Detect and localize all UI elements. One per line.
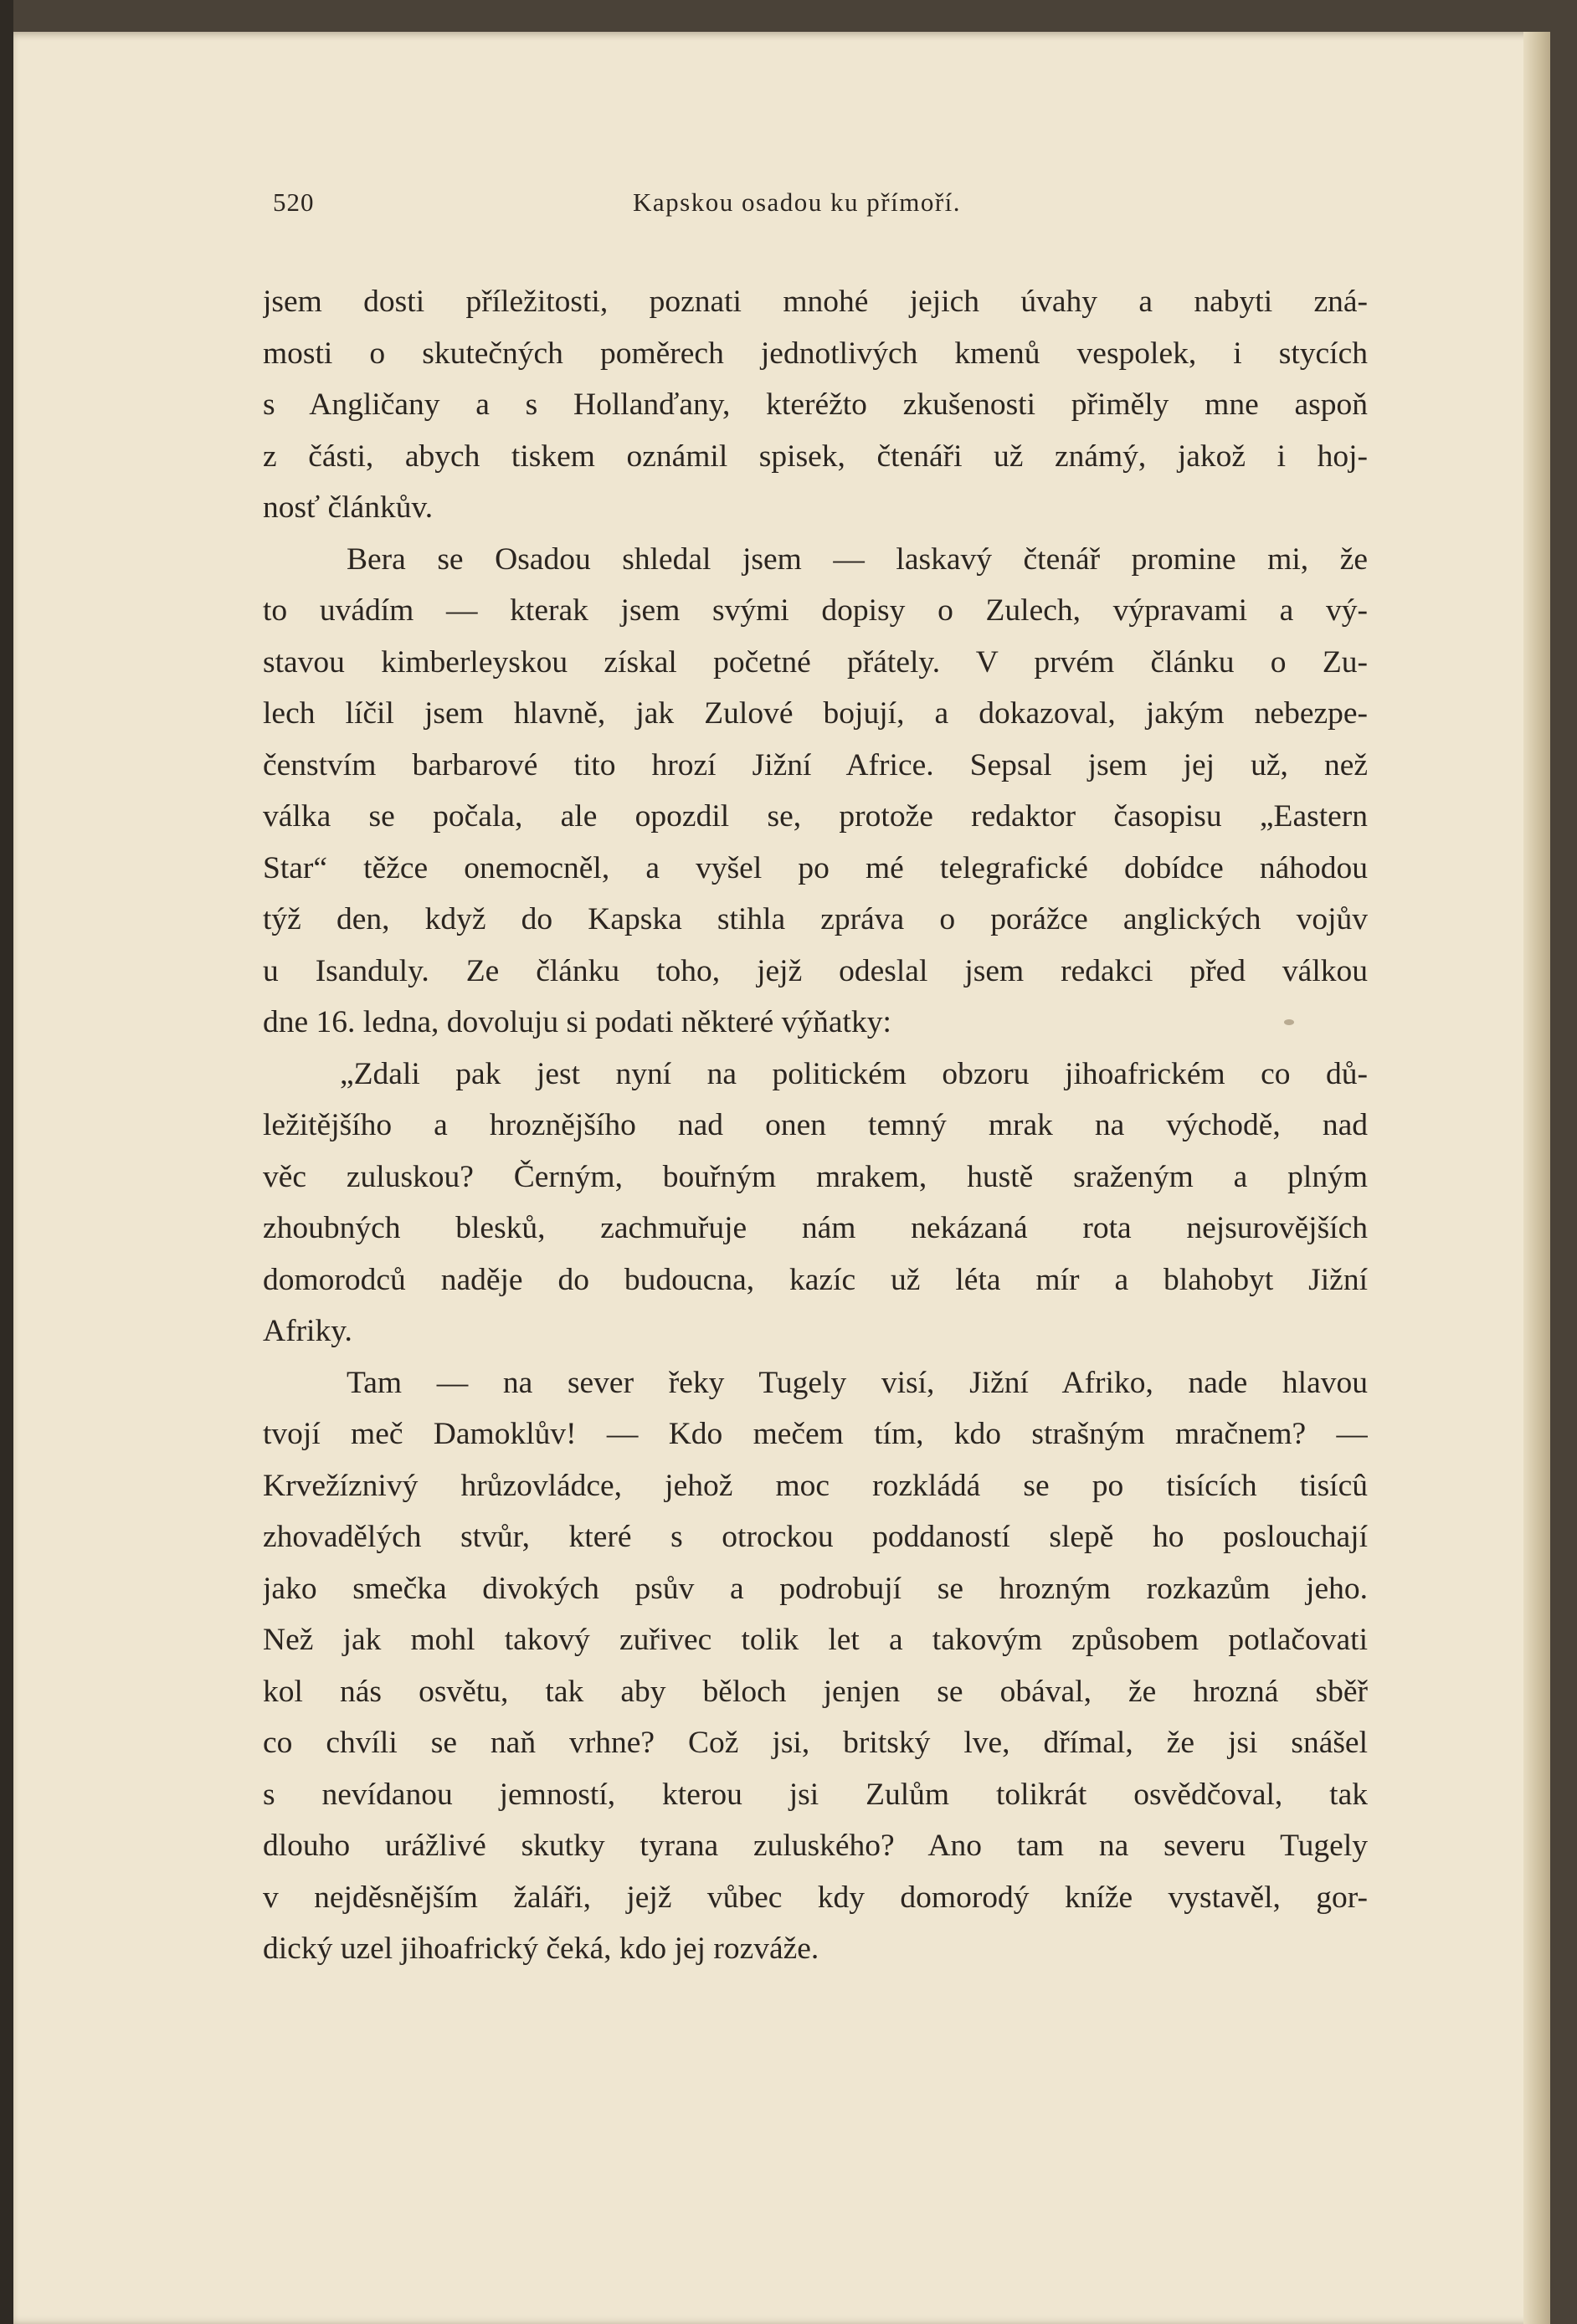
text-line: mosti o skutečných poměrech jednotlivých kmenů vespolek, i stycích [263, 336, 1368, 371]
body-text [263, 276, 1368, 1975]
page-edge-shadow [1523, 32, 1550, 2324]
text-line: válka se počala, ale opozdil se, protože redaktor časopisu „Eastern [263, 799, 1368, 834]
text-line: domorodců naděje do budoucna, kazíc už léta mír a blahobyt Jižní [263, 1262, 1368, 1297]
text-line: zhoubných blesků, zachmuřuje nám nekázaná rota nejsurovějších [263, 1211, 1368, 1245]
running-title: Kapskou osadou ku přímoří. [633, 187, 962, 217]
text-line: z části, abych tiskem oznámil spisek, čtenáři už známý, jakož i hoj- [263, 439, 1368, 474]
text-line: Krvežíznivý hrůzovládce, jehož moc rozkládá se po tisících tisícû [263, 1468, 1368, 1503]
text-line: Než jak mohl takový zuřivec tolik let a takovým způsobem potlačovati [263, 1623, 1368, 1657]
text-line: věc zuluskou? Černým, bouřným mrakem, hustě sraženým a plným [263, 1159, 1368, 1194]
paragraph-start-line: Tam — na sever řeky Tugely visí, Jižní Afriko, nade hlavou [347, 1365, 1368, 1400]
text-line: dne 16. ledna, dovoluju si podati některé výňatky: [263, 1005, 891, 1039]
text-line: ležitějšího a hroznějšího nad onen temný mrak na východě, nad [263, 1108, 1368, 1142]
text-line: u Isanduly. Ze článku toho, jejž odeslal jsem redakci před válkou [263, 953, 1368, 988]
quote-start-line: „Zdali pak jest nyní na politickém obzoru jihoafrickém co dů- [340, 1056, 1368, 1091]
text-line: stavou kimberleyskou získal početné přátely. V prvém článku o Zu- [263, 644, 1368, 680]
text-line: jako smečka divokých psův a podrobují se hrozným rozkazům jeho. [263, 1571, 1368, 1606]
text-line: co chvíli se naň vrhne? Což jsi, britský lve, dřímal, že jsi snášel [263, 1726, 1368, 1760]
text-line: dický uzel jihoafrický čeká, kdo jej rozváže. [263, 1932, 819, 1966]
text-line: týž den, když do Kapska stihla zpráva o porážce anglických vojův [263, 902, 1368, 936]
ink-speck [1284, 1019, 1294, 1025]
text-line: kol nás osvětu, tak aby běloch jenjen se obával, že hrozná sběř [263, 1674, 1368, 1709]
text-line: s nevídanou jemností, kterou jsi Zulům tolikrát osvědčoval, tak [263, 1777, 1368, 1812]
text-line: nosť článkův. [263, 490, 434, 525]
page-number: 520 [273, 187, 315, 217]
text-line: tvojí meč Damoklův! — Kdo mečem tím, kdo strašným mračnem? — [263, 1417, 1368, 1451]
text-line: jsem dosti příležitosti, poznati mnohé jejich úvahy a nabyti zná- [263, 285, 1368, 319]
text-line: čenstvím barbarové tito hrozí Jižní Africe. Sepsal jsem jej už, než [263, 747, 1368, 782]
scan-background [0, 0, 13, 2324]
text-line: to uvádím — kterak jsem svými dopisy o Zulech, výpravami a vý- [263, 593, 1368, 628]
text-line: lech líčil jsem hlavně, jak Zulové bojují, a dokazoval, jakým nebezpe- [263, 696, 1368, 731]
running-head [263, 187, 1368, 229]
paragraph-start-line: Bera se Osadou shledal jsem — laskavý čtenář promine mi, že [347, 541, 1368, 577]
text-line: Star“ těžce onemocněl, a vyšel po mé telegrafické dobídce náhodou [263, 850, 1368, 885]
text-line: Afriky. [263, 1314, 352, 1348]
text-line: s Angličany a s Hollanďany, kteréžto zkušenosti přiměly mne aspoň [263, 387, 1368, 422]
text-line: dlouho urážlivé skutky tyrana zuluského? Ano tam na severu Tugely [263, 1829, 1368, 1863]
text-line: v nejděsnějším žaláři, jejž vůbec kdy domorodý kníže vystavěl, gor- [263, 1880, 1368, 1915]
text-line: zhovadělých stvůr, které s otrockou poddaností slepě ho poslouchají [263, 1520, 1368, 1554]
